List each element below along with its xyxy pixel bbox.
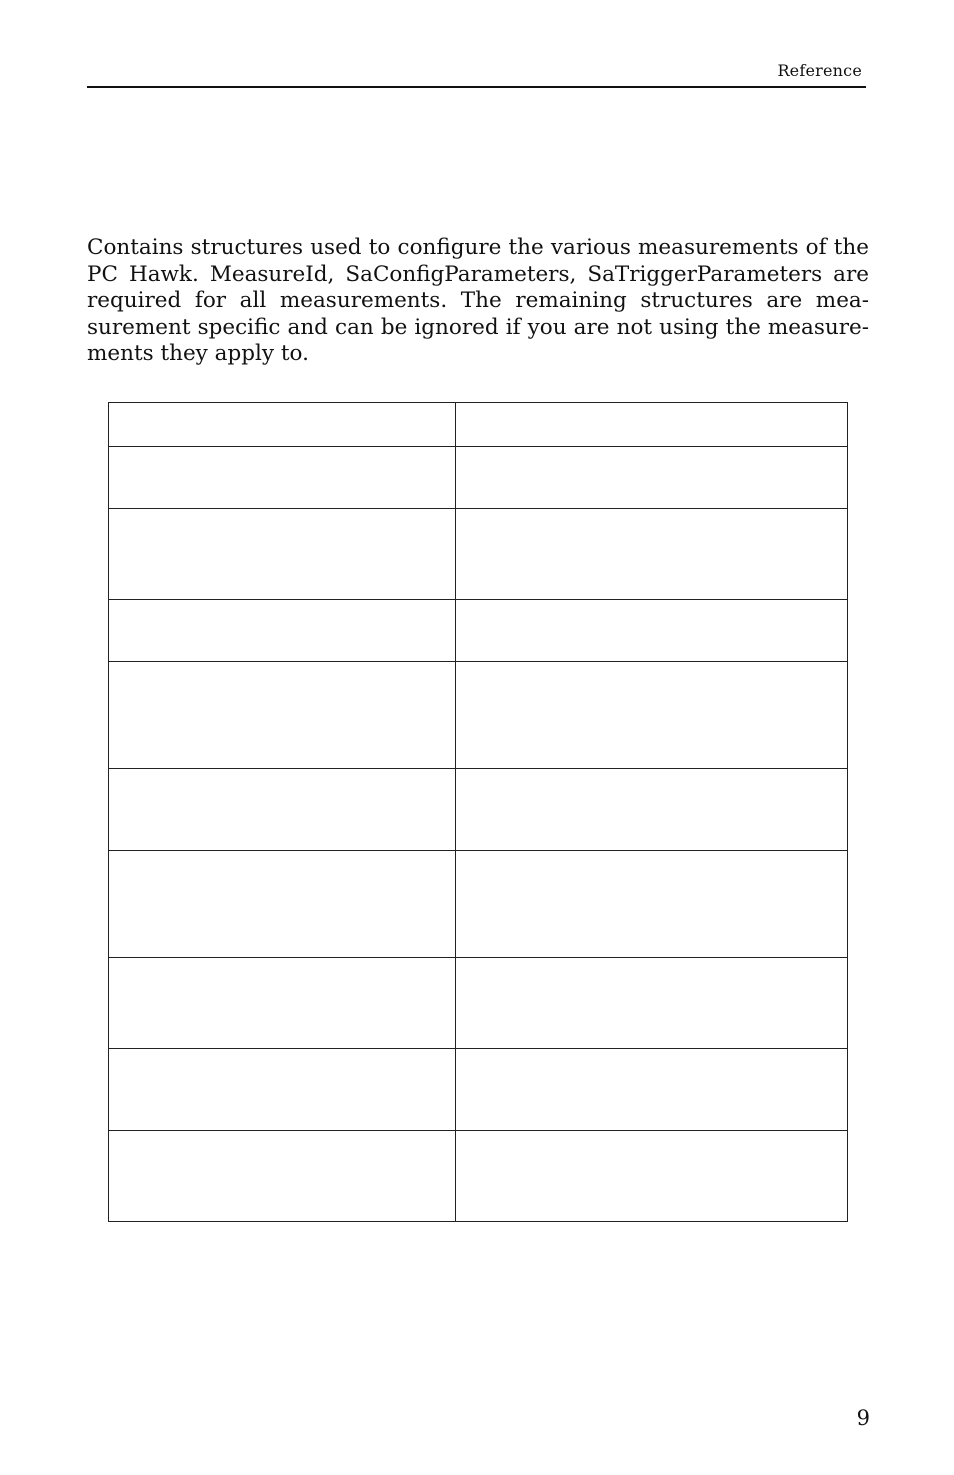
structure-cell — [109, 662, 456, 769]
description-cell — [456, 600, 848, 662]
table-row — [109, 403, 848, 447]
description-cell — [456, 851, 848, 958]
structure-cell — [109, 403, 456, 447]
description-cell — [456, 403, 848, 447]
description-cell — [456, 447, 848, 509]
intro-paragraph: Contains structures used to configure the various measurements of the PC Hawk. MeasureId, SaConfigParameters, SaTriggerParameters are required for all measurements. The remaining structures are mea-surement specific and can be ignored if you are not using the measure-ments they apply to. — [87, 235, 869, 366]
table-row — [109, 1049, 848, 1131]
structure-cell — [109, 1131, 456, 1222]
structure-cell — [109, 769, 456, 851]
structures-table — [108, 402, 848, 1222]
table-row — [109, 958, 848, 1049]
table-row — [109, 769, 848, 851]
table-row — [109, 662, 848, 769]
description-cell — [456, 1049, 848, 1131]
description-cell — [456, 958, 848, 1049]
structure-cell — [109, 509, 456, 600]
structure-cell — [109, 958, 456, 1049]
structure-cell — [109, 1049, 456, 1131]
section-label: Reference — [777, 61, 862, 80]
description-cell — [456, 662, 848, 769]
table-row — [109, 509, 848, 600]
page-number: 9 — [856, 1406, 870, 1430]
description-cell — [456, 509, 848, 600]
structure-cell — [109, 600, 456, 662]
table-row — [109, 600, 848, 662]
table-row — [109, 851, 848, 958]
running-header — [87, 58, 866, 88]
table-row — [109, 1131, 848, 1222]
table-row — [109, 447, 848, 509]
structure-cell — [109, 851, 456, 958]
structure-cell — [109, 447, 456, 509]
description-cell — [456, 1131, 848, 1222]
description-cell — [456, 769, 848, 851]
